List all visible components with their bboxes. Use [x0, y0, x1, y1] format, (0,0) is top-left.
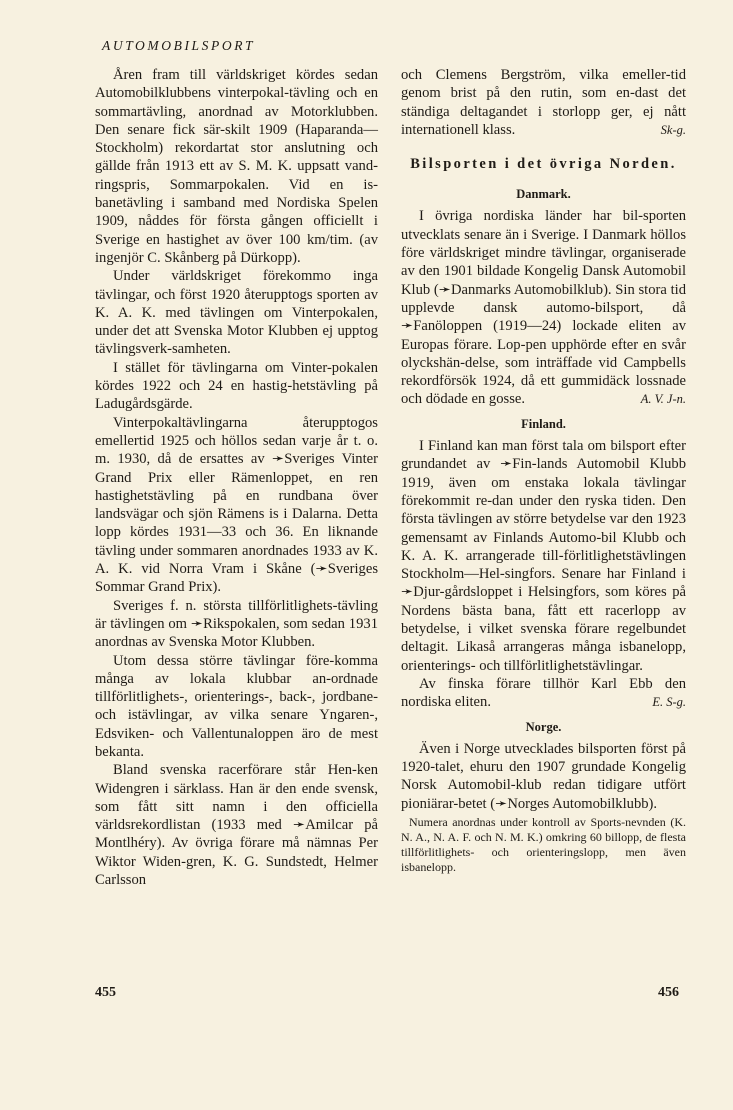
- country-heading-norge: Norge.: [525, 719, 562, 734]
- paragraph: Utom dessa större tävlingar före-komma många av lokala klubbar an-ordnade tillförlitlighets-, orienterings-, back-, jordbane- och istävlingar, av vilka senare Yngaren-, Edsviken- och Vallentunaloppen äro de mest bekanta.: [95, 652, 378, 760]
- running-head: AUTOMOBILSPORT: [102, 38, 256, 53]
- paragraph: I stället för tävlingarna om Vinter-pokalen kördes 1922 och 24 en hastig-hetstävling på Ladugårdsgärde.: [95, 359, 378, 413]
- left-column: [95, 66, 378, 889]
- country-text: I övriga nordiska länder har bil-sporten utvecklats senare än i Sverige. I Danmark höllos före världskriget mindre tävlingar, organiserade av den 1901 bildade Kongelig Dansk Automobil Klub (➛Danmarks Automobilklub). Sin stora tid upplevde dansk automo-bilsport, då ➛Fanöloppen (1919—24) lockade eliten av Europas förare. Lop-pen upphörde efter en svår olyckshän-delse, som inträffade vid Campbells rekordförsök 1924, då ett gummidäck lossnade och dödade en gosse.: [401, 208, 686, 408]
- paragraph: [401, 207, 686, 408]
- intro-paragraph: [401, 66, 686, 139]
- paragraph: I Finland kan man först tala om bilsport efter grundandet av ➛Fin-lands Automobil Klubb 1919, även om enstaka lokala tävlingar förekommit re-dan under den ryska tiden. Den första tävlingen av större betydelse var den 1923 gemensamt av Finlands Automo-bil Klubb och K. A. K. arrangerade till-förlitlighetstävlingen Stockholm—Hel-singfors. Senare har Finland i ➛Djur-gårdsloppet i Helsingfors, som köres på Nordens bästa bana, fått ett racerlopp av betydelse, i vilket svenska förare regelbundet deltagit. Likaså arrangeras många isbanelopp, orienterings- och tillförlitlighetstävlingar.: [401, 438, 686, 674]
- paragraph: Även i Norge utvecklades bilsporten först på 1920-talet, ehuru den 1907 grundade Kongelig Norsk Automobil-klub redan tidigare utfört pioniärar-betet (➛Norges Automobilklubb).: [401, 740, 686, 812]
- signature: Sk-g.: [660, 122, 686, 137]
- country-text: Av finska förare tillhör Karl Ebb den nordiska eliten.: [401, 675, 686, 711]
- paragraph: Vinterpokaltävlingarna återupptogos emellertid 1925 och höllos sedan varje år t. o. m. 1930, då de ersattes av ➛Sveriges Vinter Grand Prix eller Rämenloppet, en ren hastighetstävling på en rundbana över landsvägar och sjön Rämens is i Dalarna. Detta lopp kördes 1931—33 och 36. En liknande tävling under sommaren anordnades 1933 av K. A. K. vid Norra Vram i Skåne (➛Sveriges Sommar Grand Prix).: [95, 414, 378, 596]
- paragraph: [401, 675, 686, 712]
- country-heading-danmark: Danmark.: [516, 187, 571, 202]
- intro-text: och Clemens Bergström, vilka emeller-tid genom brist på den rutin, som en-dast det ständiga deltagandet i storlopp ger, ej nått internationell klass.: [401, 67, 686, 138]
- signature: E. S-g.: [652, 695, 686, 710]
- paragraph: Bland svenska racerförare står Hen-ken Widengren i särklass. Han är den ende svensk, som fått sitt namn i den officiella världsrekordlistan (1933 med ➛Amilcar på Montlhéry). Av övriga förare må nämnas Per Wiktor Widen-gren, K. G. Sundstedt, Helmer Carlsson: [95, 762, 378, 889]
- paragraph: Åren fram till världskriget kördes sedan Automobilklubbens vinterpokal-tävling och en sommartävling, anordnad av Motorklubben. Den senare fick sär-skilt 1909 (Haparanda—Stockholm) rekordartat stor anslutning och gällde från 1913 ett av S. M. K. uppsatt vand-ringspris, Sommarpokalen. Vid en is-banetävling i samband med Nordiska Spelen 1909, nåddes för första gången officiellt i Sverige en hastighet av över 100 km/tim. (av ingenjör C. Skånberg på Dürkopp).: [95, 67, 378, 266]
- right-column: [401, 66, 686, 875]
- page-number-left: 455: [95, 985, 116, 1000]
- small-print-paragraph: Numera anordnas under kontroll av Sports-nevnden (K. N. A., N. A. F. och N. M. K.) omkring 60 billopp, de flesta tillförlitlighets- och orienteringslopp, men även isbanelopp.: [401, 814, 686, 874]
- page-number-right: 456: [658, 985, 679, 1000]
- paragraph: Under världskriget förekommo inga tävlingar, och först 1920 återupptogs sporten av K. A. K. med tävlingen om Vinterpokalen, under det att Svenska Motor Klubben ej upptog tävlingsverk-samheten.: [95, 268, 378, 358]
- signature: A. V. J-n.: [640, 392, 686, 407]
- paragraph: Sveriges f. n. största tillförlitlighets-tävling är tävlingen om ➛Rikspokalen, som sedan 1931 anordnas av Svenska Motor Klubben.: [95, 597, 378, 651]
- country-heading-finland: Finland.: [521, 416, 566, 431]
- section-heading: Bilsporten i det övriga Norden.: [410, 156, 677, 173]
